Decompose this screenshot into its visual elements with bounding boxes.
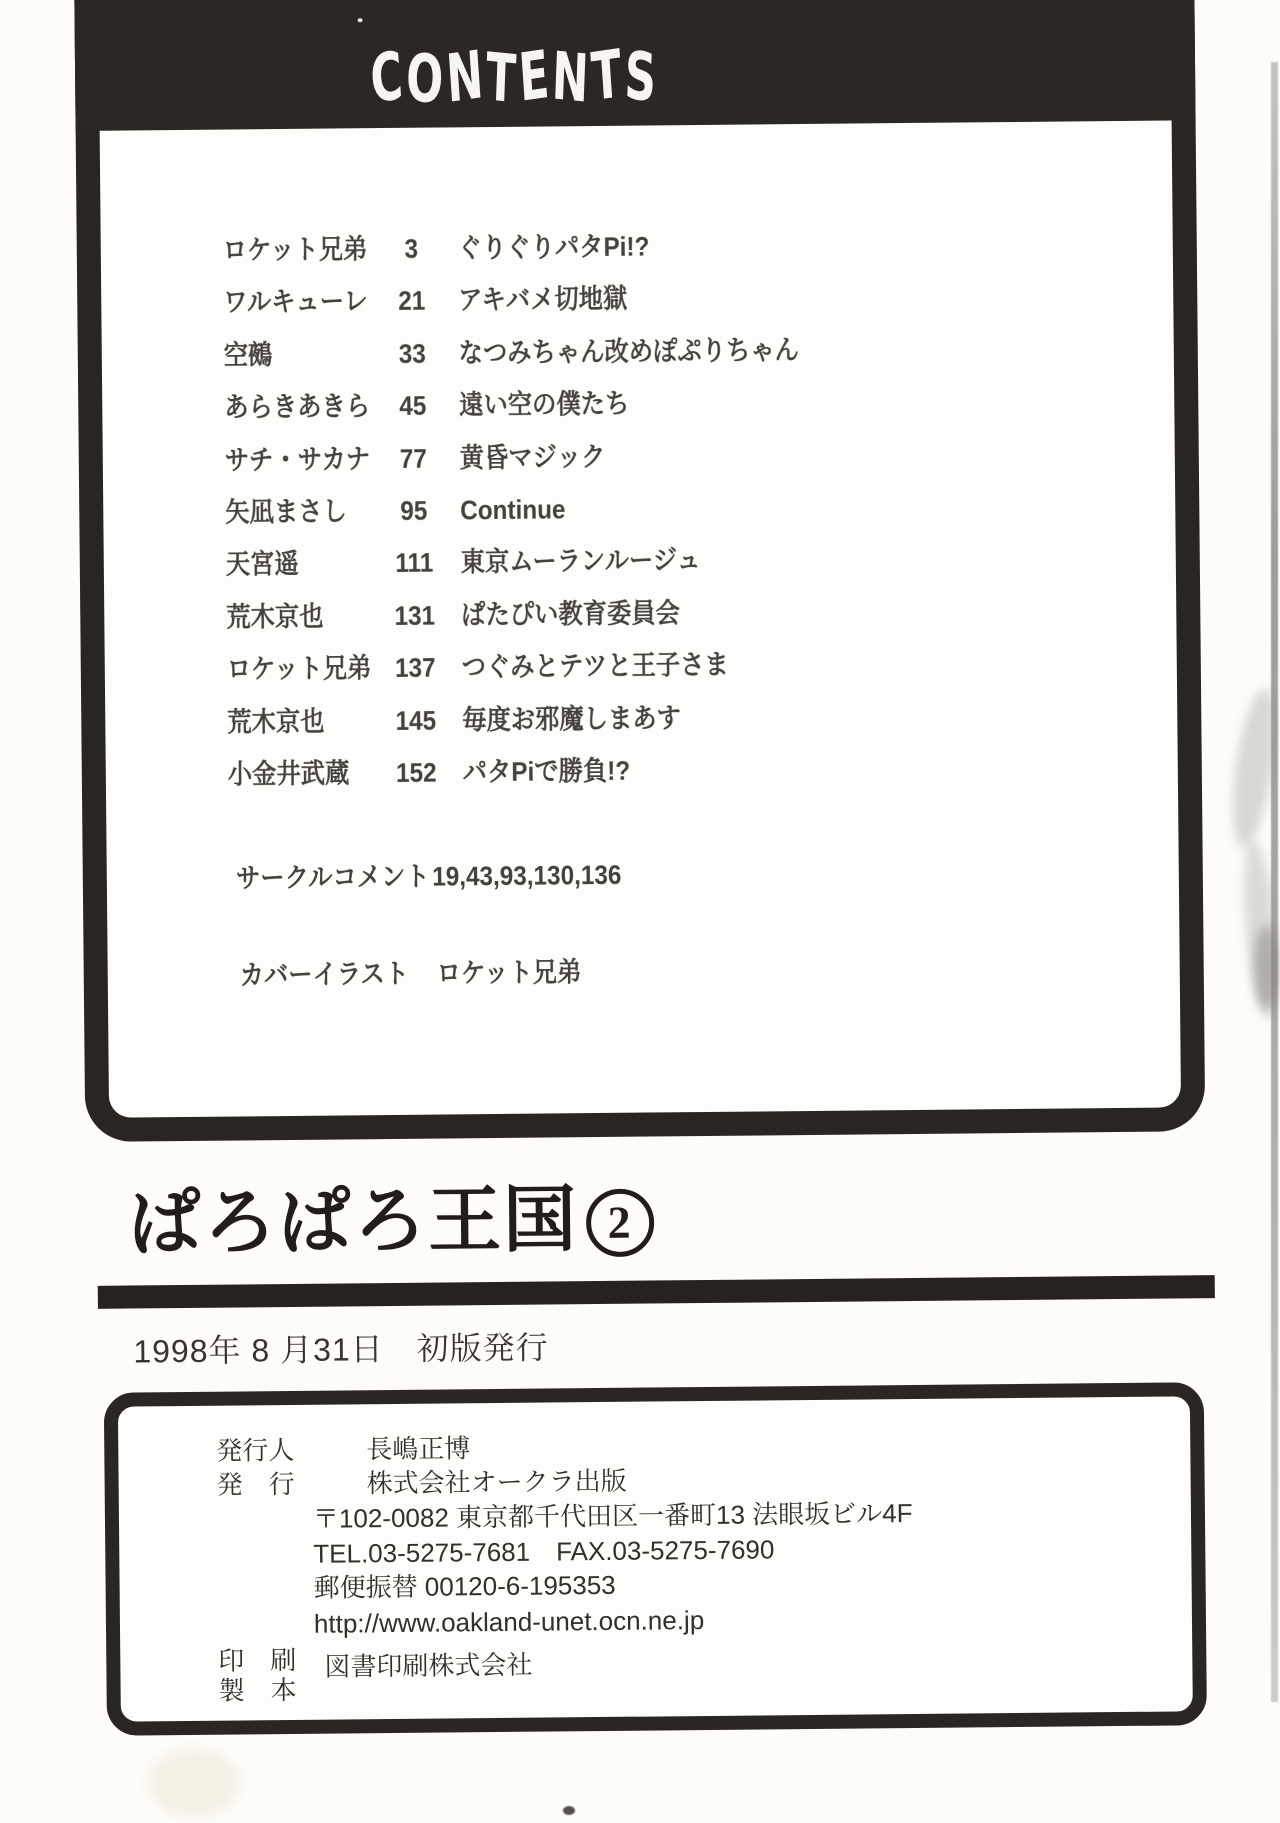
toc-page-number: 95 bbox=[385, 495, 442, 527]
toc-page-number: 137 bbox=[387, 653, 444, 685]
scan-smudge bbox=[148, 1748, 240, 1817]
toc-row bbox=[223, 280, 1105, 341]
toc-page-number: 3 bbox=[383, 234, 440, 266]
scan-speck bbox=[563, 1806, 575, 1815]
toc-story-title: 毎度お邪魔しまあす bbox=[462, 703, 681, 736]
printing-label-line1: 印 刷 bbox=[218, 1646, 296, 1675]
toc-row bbox=[226, 594, 1108, 655]
logo-letter: O bbox=[405, 45, 448, 115]
volume-badge: 2 bbox=[586, 1189, 655, 1258]
toc-story-title: パタPiで勝負!? bbox=[463, 756, 631, 789]
toc-author: ロケット兄弟 bbox=[227, 653, 372, 685]
publisher-person-label: 発行人 bbox=[216, 1436, 294, 1465]
edition-date: 1998年 8 月31日 初版発行 bbox=[133, 1323, 549, 1373]
toc-story-title: なつみちゃん改めぽぷりちゃん bbox=[459, 335, 799, 369]
contents-box bbox=[74, 0, 1205, 1142]
toc-story-title: Continue bbox=[460, 494, 566, 526]
logo-letter: C bbox=[369, 43, 409, 114]
title-divider bbox=[98, 1275, 1215, 1309]
issuer-name: 株式会社オークラ出版 bbox=[366, 1467, 626, 1498]
cover-illustration-credit: ロケット兄弟 bbox=[437, 957, 582, 989]
toc-page-number: 45 bbox=[384, 391, 441, 423]
toc-author: 天宮遥 bbox=[226, 549, 299, 581]
website-url: http://www.oakland-unet.ocn.ne.jp bbox=[314, 1606, 705, 1638]
toc-author: 荒木京也 bbox=[226, 601, 323, 633]
scan-edge-shadow bbox=[1271, 62, 1278, 1702]
tel-fax: TEL.03-5275-7681 FAX.03-5275-7690 bbox=[313, 1535, 774, 1568]
toc-page-number: 33 bbox=[384, 338, 441, 370]
toc-page-number: 77 bbox=[385, 443, 442, 475]
scan-speck bbox=[358, 18, 363, 22]
publisher-address: 〒102-0082 東京都千代田区一番町13 法眼坂ビル4F bbox=[313, 1499, 913, 1533]
table-of-contents bbox=[223, 227, 1110, 812]
printing-label-line2: 製 本 bbox=[218, 1676, 296, 1705]
colophon-box bbox=[104, 1382, 1207, 1736]
toc-row bbox=[226, 541, 1108, 602]
toc-author: 矢凪まさし bbox=[225, 496, 347, 528]
logo-letter: T bbox=[485, 44, 520, 113]
toc-page-number: 21 bbox=[383, 286, 440, 318]
book-title-text: ぱろぱろ王国 bbox=[128, 1179, 579, 1264]
publisher-person: 長嶋正博 bbox=[366, 1434, 470, 1464]
circle-comment-label: サークルコメント bbox=[236, 862, 430, 895]
book-title bbox=[128, 1181, 655, 1263]
toc-row bbox=[223, 227, 1105, 288]
logo-letter: S bbox=[624, 43, 661, 112]
toc-row bbox=[225, 489, 1107, 550]
toc-author: サチ・サカナ bbox=[225, 444, 371, 476]
scan-smudge bbox=[1254, 925, 1278, 1010]
toc-page-number: 111 bbox=[386, 548, 443, 580]
logo-letter: N bbox=[444, 42, 488, 113]
toc-author: ワルキューレ bbox=[223, 287, 368, 319]
toc-page-number: 152 bbox=[388, 757, 445, 789]
logo-letter: N bbox=[551, 43, 593, 113]
toc-story-title: ぐりぐりパタPi!? bbox=[458, 231, 650, 264]
toc-row bbox=[225, 437, 1107, 498]
toc-page-number: 145 bbox=[387, 705, 444, 737]
toc-story-title: 東京ムーランルージュ bbox=[461, 545, 702, 578]
toc-page-number: 131 bbox=[386, 600, 443, 632]
toc-story-title: つぐみとテツと王子さま bbox=[462, 650, 729, 684]
toc-row bbox=[228, 751, 1110, 812]
toc-row bbox=[227, 699, 1109, 760]
toc-story-title: 黄昏マジック bbox=[460, 441, 606, 473]
contents-logo bbox=[343, 42, 687, 111]
circle-comment-pages: 19,43,93,130,136 bbox=[432, 860, 621, 893]
toc-story-title: アキバメ切地獄 bbox=[458, 284, 627, 317]
cover-illustration-label: カバーイラスト bbox=[240, 959, 410, 992]
toc-row bbox=[227, 646, 1109, 707]
toc-row bbox=[224, 332, 1106, 393]
logo-letter: E bbox=[517, 41, 554, 111]
toc-author: ロケット兄弟 bbox=[223, 234, 368, 266]
toc-author: 小金井武蔵 bbox=[228, 758, 350, 790]
postal-transfer: 郵便振替 00120-6-195353 bbox=[313, 1571, 615, 1602]
toc-story-title: 遠い空の僕たち bbox=[459, 389, 629, 422]
toc-author: 空鵺 bbox=[224, 340, 273, 372]
printer-name: 図書印刷株式会社 bbox=[324, 1651, 532, 1682]
issuer-label: 発 行 bbox=[217, 1470, 295, 1499]
toc-story-title: ぱたぴい教育委員会 bbox=[461, 598, 680, 631]
logo-letter: T bbox=[590, 41, 627, 111]
toc-author: 荒木京也 bbox=[227, 706, 324, 738]
toc-row bbox=[224, 384, 1106, 445]
toc-author: あらきあきら bbox=[224, 391, 370, 423]
